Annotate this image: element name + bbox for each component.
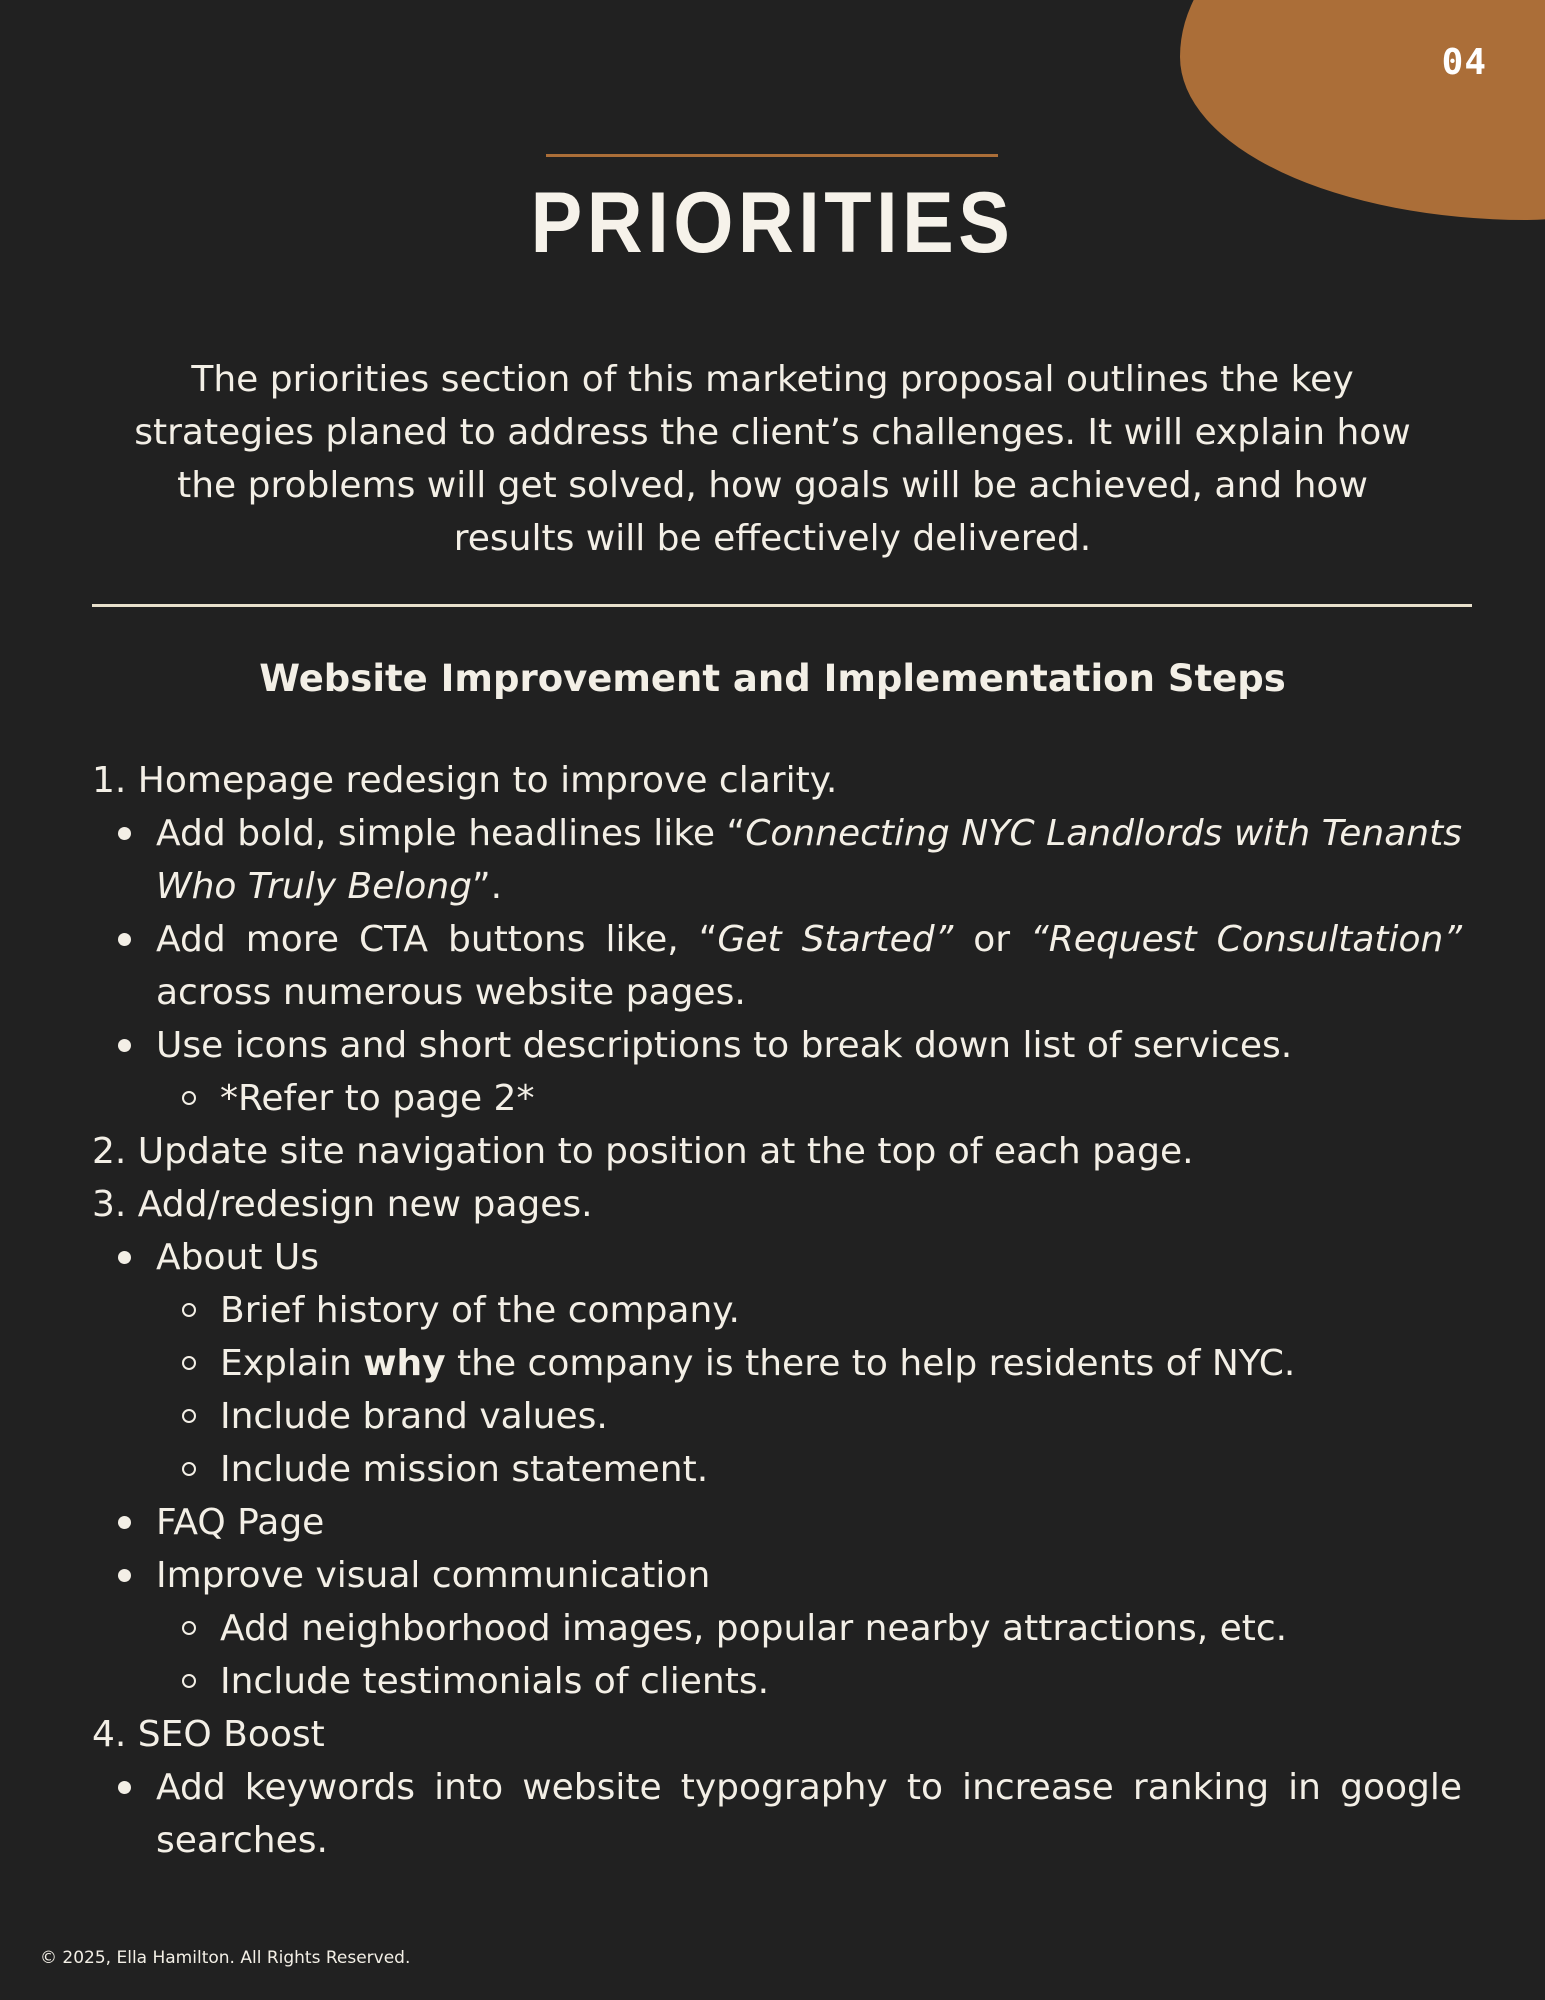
text-segment: Add more CTA buttons like, “ <box>156 919 718 960</box>
text-segment: the company is there to help residents of NYC. <box>445 1343 1296 1384</box>
text-segment: Use icons and short descriptions to break down list of services. <box>156 1025 1293 1066</box>
list-item <box>156 1549 1462 1708</box>
text-segment: ”. <box>471 866 503 907</box>
page-title: PRIORITIES <box>530 175 1015 271</box>
sub-list-item: Brief history of the company. <box>220 1284 1462 1337</box>
step-1-bullets <box>92 807 1462 1125</box>
step-3-bullets <box>92 1231 1462 1708</box>
sub-list <box>156 1072 1462 1125</box>
sub-list-item: Include brand values. <box>220 1390 1462 1443</box>
list-item <box>156 913 1462 1019</box>
section-divider <box>92 604 1472 607</box>
text-segment: About Us <box>156 1237 319 1278</box>
cta-example: “Request Consultation” <box>1030 919 1463 960</box>
emphasis: why <box>363 1343 446 1384</box>
step-2-title: 2. Update site navigation to position at the top of each page. <box>92 1131 1194 1172</box>
step-4-title: 4. SEO Boost <box>92 1714 325 1755</box>
step-1-title: 1. Homepage redesign to improve clarity. <box>92 760 838 801</box>
headline-example: Connecting NYC Landlords with Tenants Who Truly Belong <box>156 813 1462 907</box>
cta-example: Get Started” <box>717 919 954 960</box>
text-segment: or <box>953 919 1031 960</box>
list-item <box>156 1019 1462 1125</box>
text-segment: across numerous website pages. <box>156 972 746 1013</box>
sub-list <box>156 1284 1462 1496</box>
text-segment: Explain <box>220 1343 364 1384</box>
step-4-bullets <box>92 1761 1462 1867</box>
list-item: Add keywords into website typography to increase ranking in google searches. <box>156 1761 1462 1867</box>
step-3-title: 3. Add/redesign new pages. <box>92 1184 593 1225</box>
list-item <box>156 1231 1462 1496</box>
sub-list-item: *Refer to page 2* <box>220 1072 1462 1125</box>
section-title: Website Improvement and Implementation Steps <box>259 657 1286 700</box>
title-accent-rule <box>546 154 998 157</box>
sub-list-item: Include testimonials of clients. <box>220 1655 1462 1708</box>
steps-list <box>92 754 1462 1867</box>
text-segment: Add bold, simple headlines like “ <box>156 813 746 854</box>
copyright-footer: © 2025, Ella Hamilton. All Rights Reserved. <box>40 1948 411 1968</box>
list-item: FAQ Page <box>156 1496 1462 1549</box>
text-segment: Improve visual communication <box>156 1555 711 1596</box>
sub-list-item: Add neighborhood images, popular nearby attractions, etc. <box>220 1602 1462 1655</box>
sub-list <box>156 1602 1462 1708</box>
page-number: 04 <box>1441 42 1487 83</box>
sub-list-item: Include mission statement. <box>220 1443 1462 1496</box>
intro-paragraph: The priorities section of this marketing proposal outlines the key strategies planed to address the client’s challenges. It will explain how the problems will get solved, how goals will be achieved, and how results will be effectively delivered. <box>134 359 1411 559</box>
sub-list-item <box>220 1337 1462 1390</box>
list-item <box>156 807 1462 913</box>
